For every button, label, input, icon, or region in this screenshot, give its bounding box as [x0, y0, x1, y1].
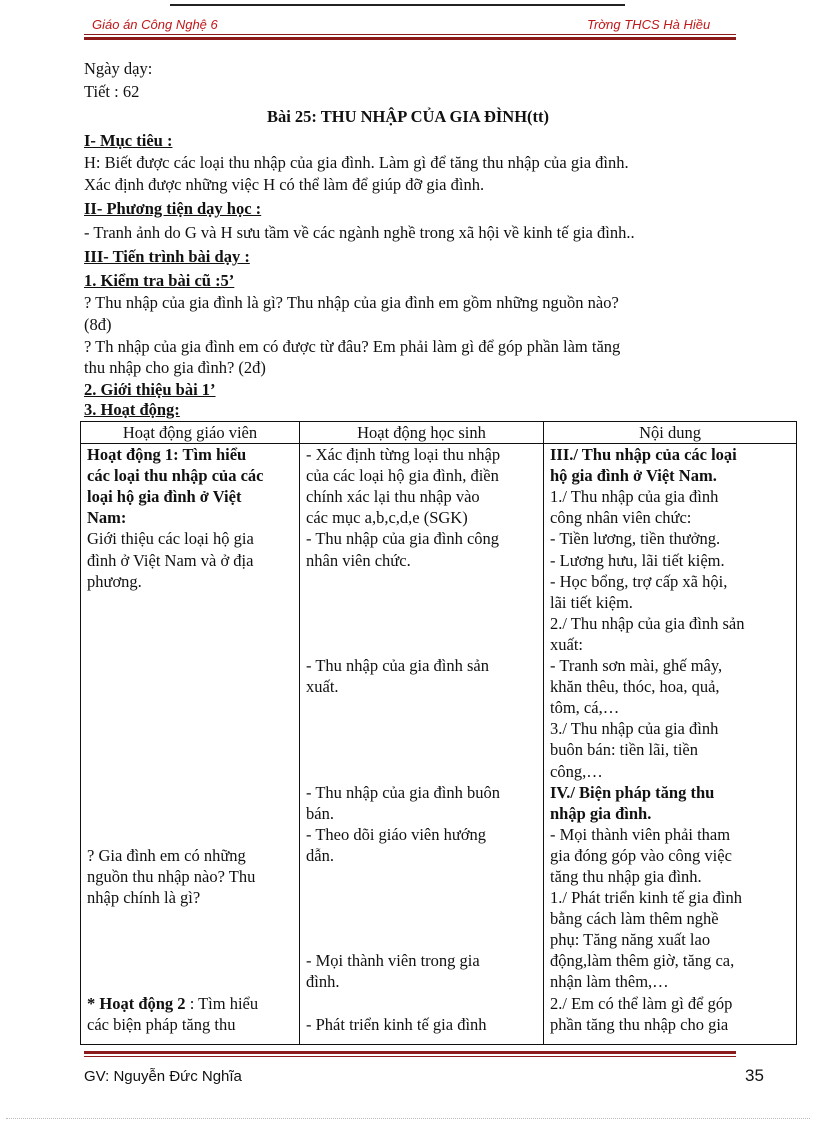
table-cell-line	[550, 971, 792, 992]
cell-text: nhập chính là gì?	[87, 888, 201, 908]
table-cell-line	[87, 866, 295, 887]
cell-text: xuất:	[550, 634, 583, 654]
cell-text: gia đóng góp vào công việc	[550, 845, 732, 865]
table-cell-line	[87, 739, 295, 760]
cell-text: công,…	[550, 761, 603, 781]
table-cell-line	[87, 550, 295, 571]
table-cell-line	[306, 486, 539, 507]
bottom-dotted-line	[6, 1118, 810, 1119]
table-cell-line	[306, 528, 539, 549]
cell-text: 2./ Em có thể làm gì để góp	[550, 993, 733, 1013]
date-label: Ngày dạy:	[84, 59, 153, 78]
table-cell-line	[550, 634, 792, 655]
table-cell-line	[550, 739, 792, 760]
cell-text: các biện pháp tăng thu	[87, 1014, 236, 1034]
cell-text: dẫn.	[306, 845, 334, 865]
table-cell-line	[550, 592, 792, 613]
table-cell-line	[87, 929, 295, 950]
means-heading: II- Phương tiện dạy học :	[84, 199, 262, 218]
table-cell-line	[550, 465, 792, 486]
objectives-line: H: Biết được các loại thu nhập của gia đình. Làm gì để tăng thu nhập của gia đình.	[84, 153, 629, 172]
question-line: ? Th nhập của gia đình em có được từ đâu? Em phải làm gì để góp phần làm tăng	[84, 337, 621, 356]
table-cell-line	[306, 803, 539, 824]
table-cell-line	[306, 697, 539, 718]
table-cell-line	[550, 655, 792, 676]
student-activity-cell	[306, 444, 539, 1044]
table-cell-line	[306, 444, 539, 465]
table-cell-line	[550, 718, 792, 739]
table-cell-line	[87, 824, 295, 845]
table-cell-line	[87, 887, 295, 908]
cell-text: nhân viên chức.	[306, 550, 411, 570]
table-cell-line	[550, 697, 792, 718]
table-cell-line	[306, 718, 539, 739]
cell-text: IV./ Biện pháp tăng thu	[550, 782, 715, 802]
table-cell-line	[550, 950, 792, 971]
cell-text-suffix: : Tìm hiểu	[185, 993, 259, 1013]
cell-text: - Thu nhập của gia đình công	[306, 529, 500, 549]
cell-text: * Hoạt động 2	[87, 993, 186, 1013]
cell-text: bằng cách làm thêm nghề	[550, 909, 719, 929]
table-cell-line	[306, 592, 539, 613]
cell-text: các mục a,b,c,d,e (SGK)	[306, 508, 468, 528]
cell-text: tôm, cá,…	[550, 698, 620, 718]
footer-rule-thin	[84, 1056, 736, 1057]
table-cell-line	[87, 782, 295, 803]
header-teacher-activity: Hoạt động giáo viên	[81, 422, 300, 444]
table-row	[81, 444, 797, 1045]
cell-text: khăn thêu, thóc, hoa, quả,	[550, 677, 720, 697]
means-line: - Tranh ảnh do G và H sưu tầm về các ngành nghề trong xã hội về kinh tế gia đình..	[84, 223, 635, 242]
cell-text: Giới thiệu các loại hộ gia	[87, 529, 254, 549]
table-cell-line	[550, 929, 792, 950]
table-cell-line	[306, 613, 539, 634]
footer-teacher-name: GV: Nguyễn Đức Nghĩa	[84, 1068, 242, 1085]
cell-text: - Thu nhập của gia đình sản	[306, 656, 489, 676]
cell-text: - Tiền lương, tiền thưởng.	[550, 529, 721, 549]
period-label: Tiết : 62	[84, 82, 140, 101]
table-cell-line	[550, 444, 792, 465]
table-cell-line	[550, 613, 792, 634]
table-cell-line	[550, 782, 792, 803]
intro-heading: 2. Giới thiệu bài 1’	[84, 380, 216, 399]
cell-text: đình.	[306, 972, 340, 992]
process-heading: III- Tiến trình bài dạy :	[84, 247, 250, 266]
question-line: thu nhập cho gia đình? (2đ)	[84, 358, 266, 377]
table-cell-line	[87, 634, 295, 655]
cell-text: chính xác lại thu nhập vào	[306, 487, 480, 507]
table-cell-line	[87, 592, 295, 613]
cell-text: - Mọi thành viên phải tham	[550, 824, 731, 844]
cell-text: của các loại hộ gia đình, điền	[306, 466, 499, 486]
activity-table	[80, 421, 797, 1045]
cell-text: các loại thu nhập của các	[87, 466, 264, 486]
cell-text: lãi tiết kiệm.	[550, 592, 633, 612]
footer-rule-thick	[84, 1051, 736, 1054]
table-cell-line	[87, 803, 295, 824]
objectives-line: Xác định được những việc H có thể làm để giúp đỡ gia đình.	[84, 175, 485, 194]
table-cell-line	[87, 950, 295, 971]
cell-text: - Học bổng, trợ cấp xã hội,	[550, 571, 728, 591]
header-content: Nội dung	[544, 422, 797, 444]
table-cell-line	[550, 824, 792, 845]
top-border-line	[170, 4, 625, 6]
activity-heading: 3. Hoạt động:	[84, 400, 180, 419]
table-cell-line	[306, 993, 539, 1014]
table-cell-line	[550, 887, 792, 908]
cell-text: 2./ Thu nhập của gia đình sản	[550, 613, 745, 633]
table-cell-line	[550, 507, 792, 528]
header-school: Trờng THCS Hà Hiều	[587, 17, 711, 32]
cell-text: loại hộ gia đình ở Việt	[87, 487, 242, 507]
header-subject: Giáo án Công Nghệ 6	[92, 17, 218, 32]
question-line: (8đ)	[84, 315, 112, 334]
table-cell-line	[87, 971, 295, 992]
cell-text: xuất.	[306, 677, 339, 697]
cell-text: - Xác định từng loại thu nhập	[306, 445, 501, 465]
table-cell-line	[306, 887, 539, 908]
table-cell-line	[306, 866, 539, 887]
cell-text: phương.	[87, 571, 142, 591]
table-cell-line	[87, 908, 295, 929]
table-cell-line	[550, 993, 792, 1014]
table-cell-line	[550, 571, 792, 592]
table-cell-line	[550, 908, 792, 929]
cell-text: - Phát triển kinh tế gia đình	[306, 1014, 487, 1034]
table-cell-line	[87, 845, 295, 866]
table-cell-line	[306, 929, 539, 950]
cell-text: 1./ Phát triển kinh tế gia đình	[550, 888, 743, 908]
cell-text: hộ gia đình ở Việt Nam.	[550, 466, 717, 486]
table-cell-line	[87, 718, 295, 739]
table-cell-line	[87, 613, 295, 634]
table-cell-line	[87, 1014, 295, 1035]
table-cell-line	[550, 866, 792, 887]
table-cell-line	[87, 444, 295, 465]
cell-text: nguồn thu nhập nào? Thu	[87, 866, 256, 886]
cell-text: - Thu nhập của gia đình buôn	[306, 782, 500, 802]
table-cell-line	[87, 528, 295, 549]
table-cell-line	[550, 528, 792, 549]
table-cell-line	[550, 803, 792, 824]
cell-text: nhận làm thêm,…	[550, 972, 669, 992]
table-cell-line	[306, 655, 539, 676]
cell-text: ? Gia đình em có những	[87, 845, 246, 865]
table-cell-line	[87, 486, 295, 507]
table-cell-line	[87, 655, 295, 676]
footer-page-number: 35	[745, 1066, 764, 1085]
table-cell-line	[550, 1014, 792, 1035]
check-heading: 1. Kiểm tra bài cũ :5’	[84, 271, 235, 290]
table-cell-line	[306, 845, 539, 866]
cell-text: Nam:	[87, 508, 127, 528]
cell-text: 1./ Thu nhập của gia đình	[550, 487, 719, 507]
table-cell-line	[306, 550, 539, 571]
table-cell-line	[306, 908, 539, 929]
objectives-heading: I- Mục tiêu :	[84, 131, 173, 150]
table-cell-line	[87, 761, 295, 782]
table-cell-line	[306, 634, 539, 655]
table-cell-line	[306, 971, 539, 992]
lesson-title: Bài 25: THU NHẬP CỦA GIA ĐÌNH(tt)	[266, 107, 550, 126]
content-cell	[550, 444, 792, 1044]
table-cell-line	[306, 571, 539, 592]
cell-text: nhập gia đình.	[550, 803, 652, 823]
cell-text: bán.	[306, 803, 334, 823]
table-cell-line	[306, 824, 539, 845]
cell-text: 3./ Thu nhập của gia đình	[550, 719, 719, 739]
table-cell-line	[550, 676, 792, 697]
table-cell-line	[87, 507, 295, 528]
table-cell-line	[550, 845, 792, 866]
cell-text: tăng thu nhập gia đình.	[550, 866, 702, 886]
cell-text: động,làm thêm giờ, tăng ca,	[550, 951, 735, 971]
header-rule-thin	[84, 34, 736, 35]
table-cell-line	[87, 697, 295, 718]
table-cell-line	[306, 782, 539, 803]
header-student-activity: Hoạt động học sinh	[300, 422, 544, 444]
cell-text: - Mọi thành viên trong gia	[306, 951, 480, 971]
table-header-row	[81, 422, 797, 444]
cell-text: buôn bán: tiền lãi, tiền	[550, 740, 699, 760]
cell-text: III./ Thu nhập của các loại	[550, 445, 737, 465]
cell-text: phần tăng thu nhập cho gia	[550, 1014, 729, 1034]
cell-text: công nhân viên chức:	[550, 508, 692, 528]
cell-text: đình ở Việt Nam và ở địa	[87, 550, 254, 570]
table-cell-line	[306, 465, 539, 486]
table-cell-line	[550, 761, 792, 782]
cell-text: - Theo dõi giáo viên hướng	[306, 824, 487, 844]
cell-text: Hoạt động 1: Tìm hiểu	[87, 445, 247, 465]
cell-text: - Lương hưu, lãi tiết kiệm.	[550, 550, 725, 570]
table-cell-line	[306, 739, 539, 760]
table-cell-line	[306, 761, 539, 782]
table-cell-line	[87, 465, 295, 486]
table-cell-line	[87, 571, 295, 592]
teacher-activity-cell	[87, 444, 295, 1044]
table-cell-line	[550, 550, 792, 571]
table-cell-line	[87, 993, 295, 1014]
table-cell-line	[550, 486, 792, 507]
table-cell-line	[306, 676, 539, 697]
header-rule-thick	[84, 37, 736, 40]
table-cell-line	[306, 950, 539, 971]
question-line: ? Thu nhập của gia đình là gì? Thu nhập của gia đình em gồm những nguồn nào?	[84, 293, 619, 312]
table-cell-line	[306, 507, 539, 528]
cell-text: - Tranh sơn mài, ghế mây,	[550, 656, 723, 676]
cell-text: phụ: Tăng năng xuất lao	[550, 930, 711, 950]
table-cell-line	[306, 1014, 539, 1035]
table-cell-line	[87, 676, 295, 697]
